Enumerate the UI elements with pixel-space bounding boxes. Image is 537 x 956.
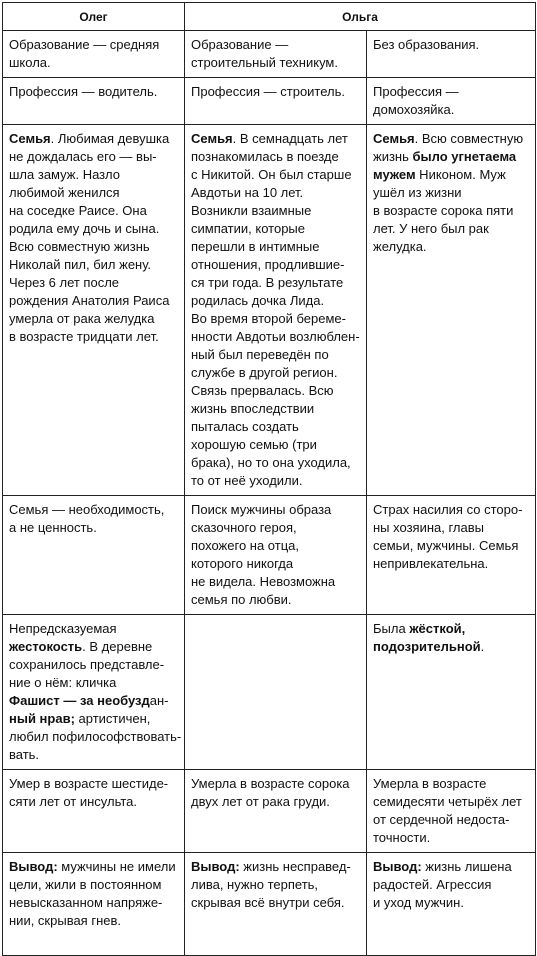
cell-line bbox=[191, 310, 362, 328]
cell-line bbox=[191, 238, 362, 256]
regular-text: с Никитой. Он был старше bbox=[191, 167, 352, 182]
regular-text: не видела. Невозможна bbox=[191, 574, 336, 589]
regular-text: Умерла в возрасте сорока bbox=[191, 776, 350, 791]
cell-line bbox=[373, 876, 531, 894]
cell-line bbox=[373, 501, 531, 519]
table-cell-olga-col2 bbox=[185, 853, 367, 956]
cell-line bbox=[9, 656, 180, 674]
regular-text: ный был переведён по bbox=[191, 347, 329, 362]
regular-text: . Любимая девушка bbox=[50, 131, 170, 146]
cell-line: Была жёсткой, bbox=[373, 621, 466, 636]
cell-line bbox=[373, 537, 531, 555]
cell-line bbox=[191, 328, 362, 346]
cell-line bbox=[191, 184, 362, 202]
regular-text: . bbox=[480, 639, 485, 654]
table-cell-olga-col3 bbox=[367, 770, 536, 853]
regular-text: похожего на отца, bbox=[191, 538, 299, 553]
bold-text: жёсткой, bbox=[409, 621, 466, 636]
header-oleg: Олег bbox=[3, 3, 185, 31]
cell-line: жизнь было угнетаема bbox=[373, 149, 517, 164]
cell-line bbox=[191, 83, 362, 101]
regular-text: непривлекательна. bbox=[373, 556, 489, 571]
cell-line bbox=[191, 202, 362, 220]
cell-line bbox=[191, 858, 362, 876]
cell-line bbox=[9, 256, 180, 274]
cell-line bbox=[191, 876, 362, 894]
cell-line bbox=[373, 202, 531, 220]
cell-line bbox=[9, 202, 180, 220]
regular-text: Через 6 лет после bbox=[9, 275, 120, 290]
regular-text: перешли в интимные bbox=[191, 239, 320, 254]
regular-text: лива, нужно терпеть, bbox=[191, 877, 319, 892]
cell-line bbox=[373, 894, 531, 912]
regular-text: которого никогда bbox=[191, 556, 294, 571]
table-cell-oleg bbox=[3, 125, 185, 496]
cell-line bbox=[9, 692, 180, 710]
cell-line bbox=[9, 912, 180, 930]
table-cell-oleg bbox=[3, 31, 185, 78]
cell-line bbox=[373, 638, 531, 656]
cell-line bbox=[9, 519, 180, 537]
regular-text: Связь прервалась. Всю bbox=[191, 383, 334, 398]
cell-line bbox=[9, 728, 180, 746]
cell-line bbox=[191, 519, 362, 537]
regular-text: Поиск мужчины образа bbox=[191, 502, 332, 517]
cell-line bbox=[191, 382, 362, 400]
regular-text: ся три года. В результате bbox=[191, 275, 344, 290]
regular-text: сказочного героя, bbox=[191, 520, 297, 535]
bold-text: Вывод: bbox=[9, 859, 58, 874]
regular-text: познакомилась в поезде bbox=[191, 149, 339, 164]
regular-text: службе в другой регион. bbox=[191, 365, 338, 380]
regular-text: ушёл из жизни bbox=[373, 185, 462, 200]
regular-text: пыталась создать bbox=[191, 419, 299, 434]
bold-text: Семья bbox=[191, 131, 233, 146]
table-row bbox=[3, 496, 536, 615]
regular-text: ние о нём: кличка bbox=[9, 675, 117, 690]
cell-line bbox=[9, 310, 180, 328]
regular-text: . В деревне bbox=[82, 639, 153, 654]
cell-line bbox=[191, 400, 362, 418]
cell-line bbox=[191, 454, 362, 472]
regular-text: родилась дочка Лида. bbox=[191, 293, 325, 308]
cell-line bbox=[9, 220, 180, 238]
cell-line bbox=[191, 256, 362, 274]
table-cell-olga-col2 bbox=[185, 31, 367, 78]
regular-text: Образование — bbox=[191, 37, 289, 52]
table-row bbox=[3, 78, 536, 125]
table-cell-olga-col2 bbox=[185, 615, 367, 770]
cell-line bbox=[9, 894, 180, 912]
comparison-table bbox=[2, 2, 536, 956]
regular-text: радостей. Агрессия bbox=[373, 877, 492, 892]
table-cell-oleg bbox=[3, 496, 185, 615]
cell-line bbox=[9, 328, 180, 346]
cell-line bbox=[9, 638, 180, 656]
table-cell-oleg bbox=[3, 853, 185, 956]
cell-line bbox=[9, 274, 180, 292]
cell-line bbox=[373, 184, 531, 202]
cell-line bbox=[373, 519, 531, 537]
regular-text: строительный техникум. bbox=[191, 55, 338, 70]
bold-text: Фашист — за необузд bbox=[9, 693, 150, 708]
regular-text: артистичен, bbox=[74, 711, 151, 726]
regular-text: умерла от рака желудка bbox=[9, 311, 155, 326]
regular-text: ны хозяина, главы bbox=[373, 520, 484, 535]
regular-text: домохозяйка. bbox=[373, 102, 455, 117]
regular-text: на соседке Раисе. Она bbox=[9, 203, 147, 218]
regular-text: ан- bbox=[149, 693, 169, 708]
table-cell-olga-col2 bbox=[185, 125, 367, 496]
regular-text: симпатии, которые bbox=[191, 221, 306, 236]
table-cell-olga-col3 bbox=[367, 125, 536, 496]
regular-text: Всю совместную жизнь bbox=[9, 239, 150, 254]
regular-text: Возникли взаимные bbox=[191, 203, 312, 218]
table-row bbox=[3, 125, 536, 496]
cell-line bbox=[191, 36, 362, 54]
cell-line bbox=[373, 829, 531, 847]
regular-text: Никоном. Муж bbox=[415, 167, 506, 182]
cell-line bbox=[9, 184, 180, 202]
cell-line bbox=[9, 238, 180, 256]
regular-text: то от неё уходили. bbox=[191, 473, 303, 488]
regular-text: Образование — средняя bbox=[9, 37, 160, 52]
cell-line bbox=[9, 710, 180, 728]
cell-line bbox=[9, 793, 180, 811]
bold-text: жестокость bbox=[9, 639, 83, 654]
cell-line bbox=[191, 537, 362, 555]
regular-text: а не ценность. bbox=[9, 520, 97, 535]
regular-text: любил пофилософствовать- bbox=[9, 729, 182, 744]
regular-text: брака), но то она уходила, bbox=[191, 455, 351, 470]
regular-text: Без образования. bbox=[373, 37, 480, 52]
regular-text: . В семнадцать лет bbox=[232, 131, 348, 146]
regular-text: и уход мужчин. bbox=[373, 895, 464, 910]
cell-line bbox=[191, 220, 362, 238]
regular-text: точности. bbox=[373, 830, 431, 845]
regular-text: жизнь несправед- bbox=[239, 859, 351, 874]
cell-line bbox=[373, 220, 531, 238]
cell-line bbox=[191, 364, 362, 382]
cell-line bbox=[373, 166, 531, 184]
regular-text: школа. bbox=[9, 55, 51, 70]
regular-text: желудка. bbox=[373, 239, 427, 254]
cell-line bbox=[373, 811, 531, 829]
cell-line bbox=[191, 472, 362, 490]
regular-text: скрывая всё внутри себя. bbox=[191, 895, 345, 910]
regular-text: сохранилось представле- bbox=[9, 657, 165, 672]
cell-line bbox=[191, 54, 362, 72]
cell-line bbox=[373, 775, 531, 793]
cell-line bbox=[9, 620, 180, 638]
table-row bbox=[3, 31, 536, 78]
cell-line bbox=[9, 54, 180, 72]
regular-text: нности Авдотьи возлюблен- bbox=[191, 329, 360, 344]
regular-text: лет. У него был рак bbox=[373, 221, 489, 236]
cell-line bbox=[373, 130, 531, 148]
table-row bbox=[3, 770, 536, 853]
cell-line bbox=[191, 166, 362, 184]
table-cell-olga-col3 bbox=[367, 496, 536, 615]
cell-line bbox=[9, 292, 180, 310]
regular-text: Страх насилия со сторо- bbox=[373, 502, 523, 517]
cell-line bbox=[9, 746, 180, 764]
regular-text: Авдотьи на 10 лет. bbox=[191, 185, 304, 200]
regular-text: Непредсказуемая bbox=[9, 621, 117, 636]
regular-text: Профессия — строитель. bbox=[191, 84, 346, 99]
bold-text: Вывод: bbox=[191, 859, 240, 874]
cell-line bbox=[191, 555, 362, 573]
regular-text: Умер в возрасте шестиде- bbox=[9, 776, 169, 791]
cell-line bbox=[191, 894, 362, 912]
regular-text: в возрасте тридцати лет. bbox=[9, 329, 159, 344]
regular-text: Профессия — водитель. bbox=[9, 84, 158, 99]
cell-line bbox=[9, 876, 180, 894]
cell-line bbox=[373, 101, 531, 119]
bold-text: было угнетаема bbox=[412, 149, 517, 164]
regular-text: шла замуж. Назло bbox=[9, 167, 120, 182]
cell-line bbox=[9, 501, 180, 519]
regular-text: отношения, продлившие- bbox=[191, 257, 345, 272]
regular-text: от сердечной недоста- bbox=[373, 812, 510, 827]
regular-text: семьи, мужчины. Семья bbox=[373, 538, 519, 553]
cell-line bbox=[373, 858, 531, 876]
table-cell-olga-col3 bbox=[367, 78, 536, 125]
regular-text: хорошую семью (три bbox=[191, 437, 317, 452]
regular-text: жизнь впоследствии bbox=[191, 401, 315, 416]
table-cell-olga-col2 bbox=[185, 78, 367, 125]
cell-line bbox=[9, 36, 180, 54]
cell-line bbox=[9, 166, 180, 184]
cell-line bbox=[9, 148, 180, 166]
cell-line bbox=[191, 148, 362, 166]
bold-text: Семья bbox=[373, 131, 415, 146]
regular-text: не дождалась его — вы- bbox=[9, 149, 157, 164]
table-cell-oleg bbox=[3, 78, 185, 125]
bold-text: ный нрав; bbox=[9, 711, 75, 726]
cell-line bbox=[9, 775, 180, 793]
table-cell-olga-col3 bbox=[367, 615, 536, 770]
regular-text: двух лет от рака груди. bbox=[191, 794, 330, 809]
regular-text: нии, скрывая гнев. bbox=[9, 913, 121, 928]
cell-line bbox=[191, 418, 362, 436]
header-olga: Ольга bbox=[185, 3, 536, 31]
bold-text: Семья bbox=[9, 131, 51, 146]
regular-text: жизнь лишена bbox=[421, 859, 512, 874]
regular-text: Умерла в возрасте bbox=[373, 776, 487, 791]
regular-text: Семья — необходимость, bbox=[9, 502, 165, 517]
cell-line bbox=[9, 130, 180, 148]
regular-text: рождения Анатолия Раиса bbox=[9, 293, 170, 308]
table-cell-oleg bbox=[3, 615, 185, 770]
table-cell-olga-col3 bbox=[367, 853, 536, 956]
table-row bbox=[3, 615, 536, 770]
regular-text: сяти лет от инсульта. bbox=[9, 794, 137, 809]
regular-text: мужчины не имели bbox=[57, 859, 176, 874]
regular-text: . Всю совместную bbox=[414, 131, 524, 146]
cell-line bbox=[373, 793, 531, 811]
cell-line bbox=[191, 573, 362, 591]
cell-line bbox=[191, 130, 362, 148]
cell-line bbox=[373, 238, 531, 256]
cell-line bbox=[373, 555, 531, 573]
regular-text: невысказанном напряже- bbox=[9, 895, 163, 910]
regular-text: Во время второй береме- bbox=[191, 311, 346, 326]
cell-line bbox=[9, 83, 180, 101]
regular-text: вать. bbox=[9, 747, 40, 762]
table-cell-olga-col2 bbox=[185, 496, 367, 615]
cell-line bbox=[191, 501, 362, 519]
table-row bbox=[3, 853, 536, 956]
table-cell-oleg bbox=[3, 770, 185, 853]
regular-text: семья по любви. bbox=[191, 592, 292, 607]
cell-line bbox=[191, 793, 362, 811]
regular-text: семидесяти четырёх лет bbox=[373, 794, 522, 809]
bold-text: подозрительной bbox=[373, 639, 481, 654]
table-cell-olga-col3 bbox=[367, 31, 536, 78]
cell-line bbox=[191, 775, 362, 793]
regular-text: Профессия — bbox=[373, 84, 459, 99]
bold-text: Вывод: bbox=[373, 859, 422, 874]
bold-text: мужем bbox=[373, 167, 416, 182]
regular-text: родила ему дочь и сына. bbox=[9, 221, 160, 236]
cell-line bbox=[191, 436, 362, 454]
cell-line bbox=[373, 36, 531, 54]
regular-text: любимой женился bbox=[9, 185, 120, 200]
cell-line bbox=[191, 346, 362, 364]
cell-line bbox=[373, 83, 531, 101]
regular-text: Николай пил, бил жену. bbox=[9, 257, 152, 272]
regular-text: в возрасте сорока пяти bbox=[373, 203, 514, 218]
cell-line bbox=[191, 274, 362, 292]
cell-line bbox=[9, 674, 180, 692]
cell-line bbox=[9, 858, 180, 876]
regular-text: цели, жили в постоянном bbox=[9, 877, 162, 892]
header-row bbox=[3, 3, 536, 31]
table-cell-olga-col2 bbox=[185, 770, 367, 853]
cell-line bbox=[191, 292, 362, 310]
cell-line bbox=[191, 591, 362, 609]
